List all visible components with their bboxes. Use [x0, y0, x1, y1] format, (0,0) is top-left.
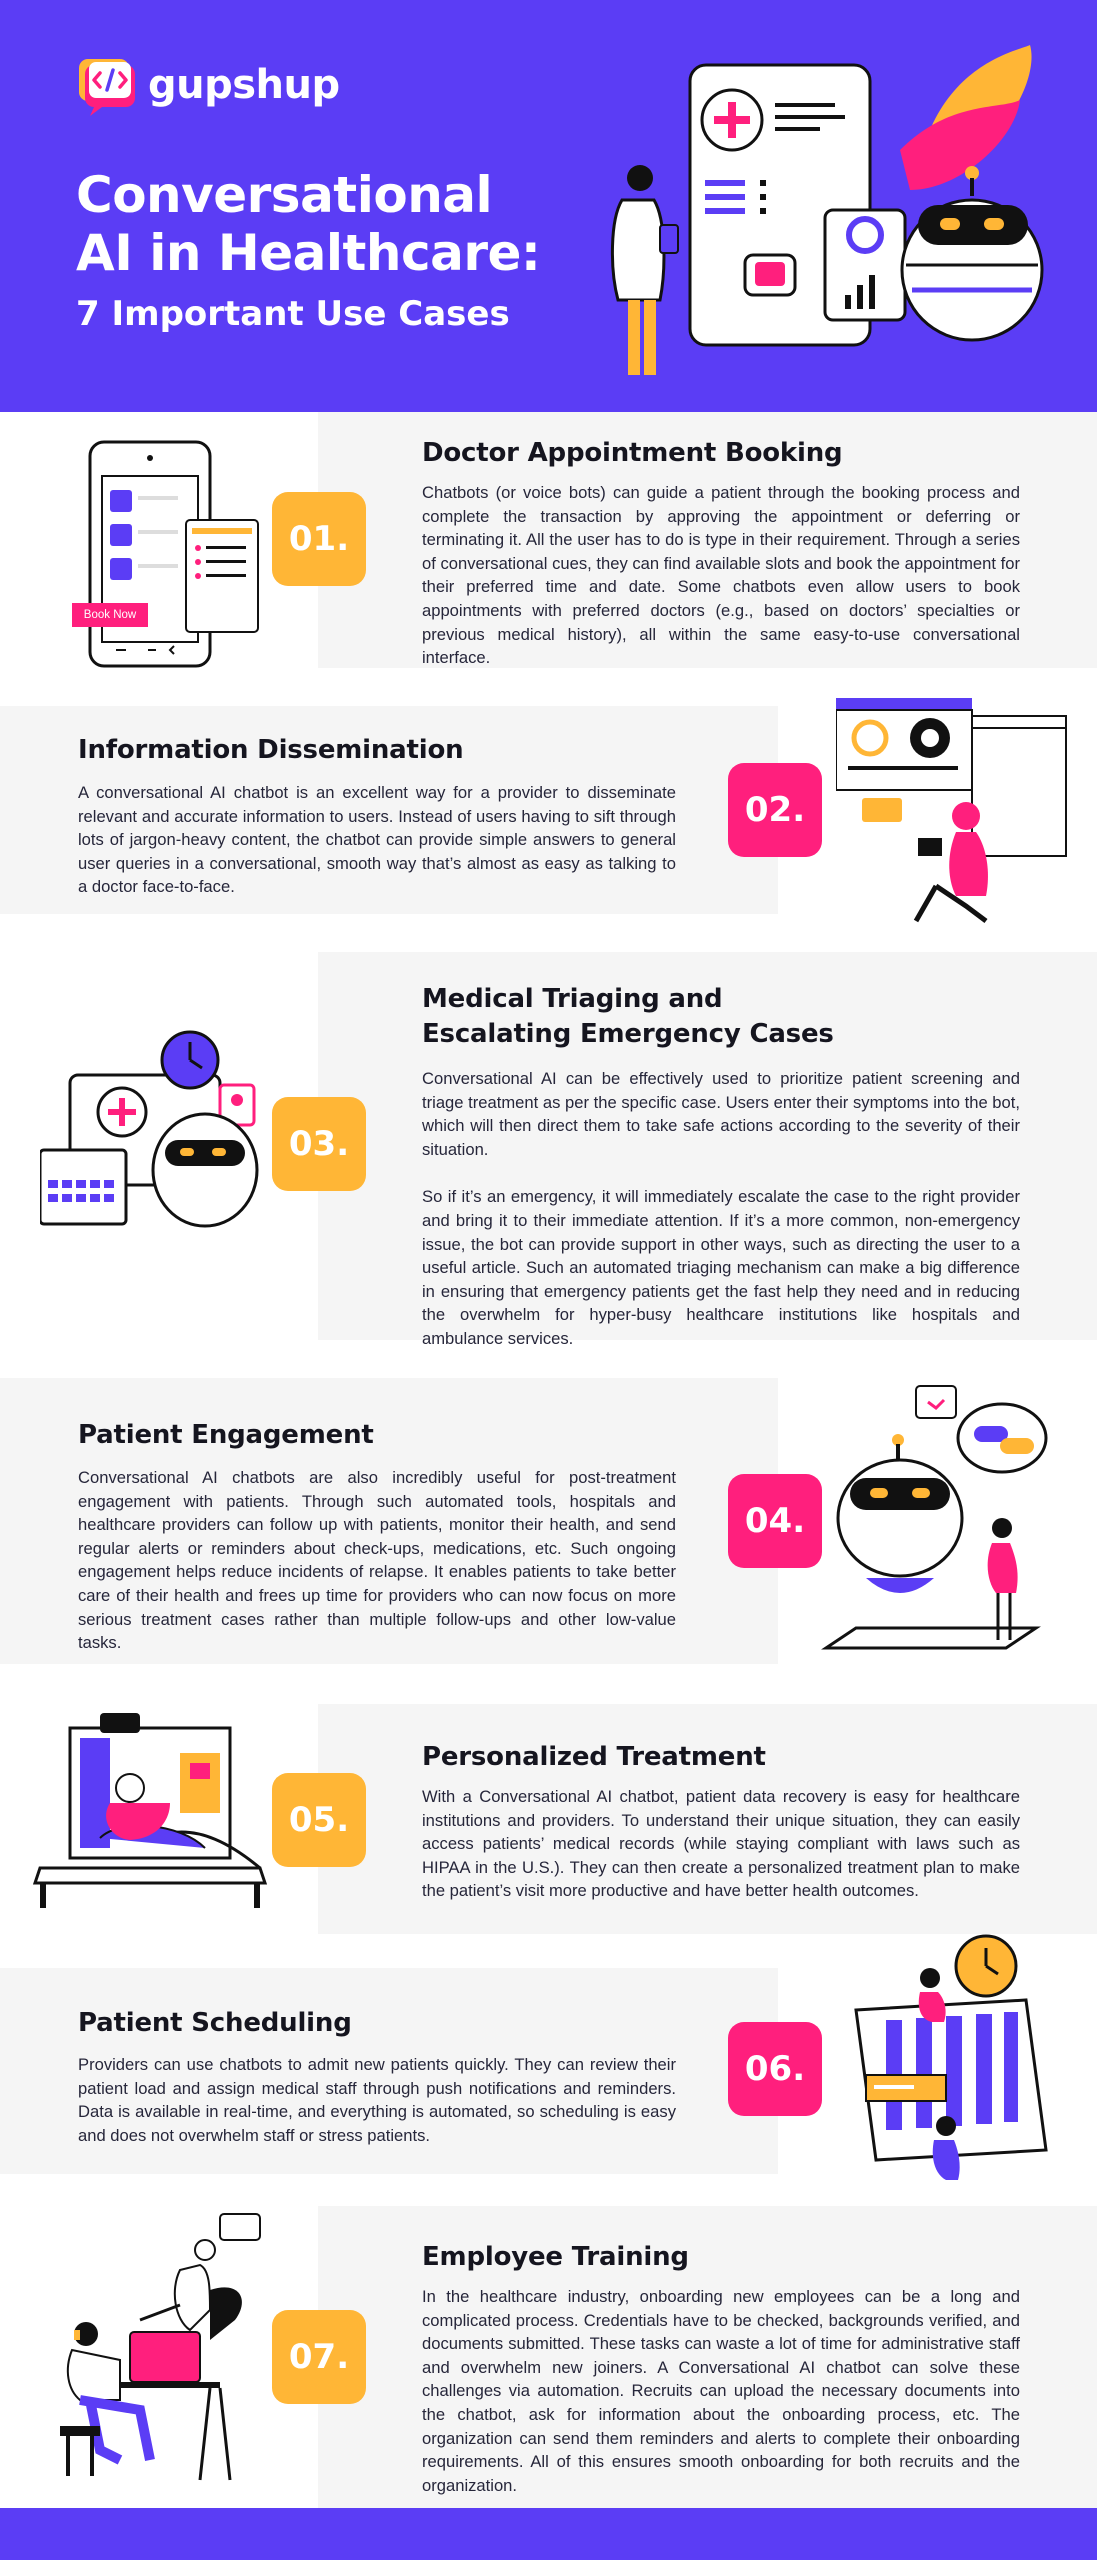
section-title-06: Patient Scheduling	[78, 2008, 352, 2038]
section-paragraph: In the healthcare industry, onboarding new employees can be a long and complicated process. Credentials have to be checked, backgrounds verified, and documents submitted. These tasks can waste a lot of time for administrative staff and overwhelm new joiners. A Conversational AI chatbot can solve these challenges via automation. Recruits can upload the necessary documents into the chatbot, ask for information about the onboarding process, etc. The organization can send them reminders and alerts to complete their onboarding requirements. All of this ensures smooth onboarding for both recruits and the organization.	[422, 2287, 1020, 2495]
page-subtitle: 7 Important Use Cases	[76, 294, 510, 334]
section-paragraph: So if it’s an emergency, it will immediately escalate the case to the right provider and bring it to their immediate attention. If it’s a more common, non-emergency issue, the bot can provide support in other ways, such as directing the user to a useful article. Such an automated triaging mechanism can make a big difference in ensuring that emergency patients get the fast help they need and in reducing the overwhelm for hyper-busy healthcare institutions like hospitals and ambulance services.	[422, 1187, 1020, 1348]
footer-bar	[0, 2508, 1097, 2560]
book-now-button[interactable]: Book Now	[72, 603, 148, 627]
section-title-01: Doctor Appointment Booking	[422, 438, 843, 468]
section-body-03	[422, 1067, 1020, 1351]
section-number-06: 06.	[728, 2022, 822, 2116]
section-number-05: 05.	[272, 1773, 366, 1867]
section-paragraph: Conversational AI chatbots are also incredibly useful for post-treatment engagement with patients. Through such automated tools, hospitals and healthcare providers can follow up with patients, monitor their health, and send regular alerts or reminders about check-ups, medications, etc. Such ongoing engagement helps reduce incidents of relapse. It enables patients to take better care of their health and frees up time for providers who can now focus on more serious treatment cases rather than multiple follow-ups and other low-value tasks.	[78, 1468, 676, 1653]
employee-training-illustration	[60, 2210, 280, 2490]
section-paragraph: Conversational AI can be effectively used to prioritize patient screening and triage treatment as per the specific case. Users enter their symptoms into the bot, which will then direct them to take safe actions according to the severity of their situation.	[422, 1069, 1020, 1159]
chat-code-icon	[76, 56, 138, 114]
section-title-05: Personalized Treatment	[422, 1742, 766, 1772]
section-title-07: Employee Training	[422, 2242, 689, 2272]
hero-illustration	[600, 40, 1080, 412]
section-paragraph: Chatbots (or voice bots) can guide a patient through the booking process and complete the transaction by approving the appointment or deferring or terminating it. All the user has to do is type in their requirement. Through a series of conversational cues, they can find available slots and book the appointment for their preferred time and date. Some chatbots even allow users to book appointments with preferred doctors (e.g., based on doctors’ specialties or previous medical history), all within the same easy-to-use conversational interface.	[422, 483, 1020, 668]
section-number-07: 07.	[272, 2310, 366, 2404]
page-title	[76, 166, 540, 344]
patient-scheduling-illustration	[846, 1930, 1076, 2190]
section-title-03	[422, 982, 834, 1052]
section-title-02: Information Dissemination	[78, 735, 464, 765]
title-line-1: Conversational	[76, 166, 493, 224]
section-title-04: Patient Engagement	[78, 1420, 374, 1450]
section-body-02	[78, 781, 676, 899]
header-banner	[0, 0, 1097, 412]
phone-booking-illustration	[66, 428, 266, 670]
patient-engagement-illustration	[806, 1378, 1056, 1658]
section-number-04: 04.	[728, 1474, 822, 1568]
brand-name: gupshup	[148, 62, 340, 108]
personalized-treatment-illustration	[30, 1708, 270, 1918]
section-number-01: 01.	[272, 492, 366, 586]
section-body-05	[422, 1785, 1020, 1903]
section-paragraph: Providers can use chatbots to admit new patients quickly. They can review their patient load and assign medical staff through push notifications and reminders. Data is available in real-time, and everything is automated, so scheduling is easy and does not overwhelm staff or stress patients.	[78, 2055, 676, 2145]
section-number-03: 03.	[272, 1097, 366, 1191]
triage-illustration	[40, 1030, 270, 1230]
section-title-03-line-2: Escalating Emergency Cases	[422, 1019, 834, 1049]
section-paragraph: A conversational AI chatbot is an excellent way for a provider to disseminate relevant and accurate information to users. Instead of users having to sift through lots of jargon-heavy content, the chatbot can provide simple answers to general user queries in a conversational, smooth way that’s almost as easy as talking to a doctor face-to-face.	[78, 783, 676, 897]
brand-logo[interactable]	[76, 56, 340, 114]
section-number-02: 02.	[728, 763, 822, 857]
title-line-2: AI in Healthcare:	[76, 224, 541, 282]
section-title-03-line-1: Medical Triaging and	[422, 984, 723, 1014]
section-body-06	[78, 2053, 676, 2147]
information-illustration	[836, 696, 1076, 926]
section-body-07	[422, 2285, 1020, 2497]
section-body-01	[422, 481, 1020, 670]
section-body-04	[78, 1466, 676, 1655]
section-paragraph: With a Conversational AI chatbot, patient data recovery is easy for healthcare institutions and providers. To understand their unique situation, they can easily access patients’ medical records (while staying compliant with laws such as HIPAA in the U.S.). They can then create a personalized treatment plan to make the patient’s visit more productive and have better health outcomes.	[422, 1787, 1020, 1901]
